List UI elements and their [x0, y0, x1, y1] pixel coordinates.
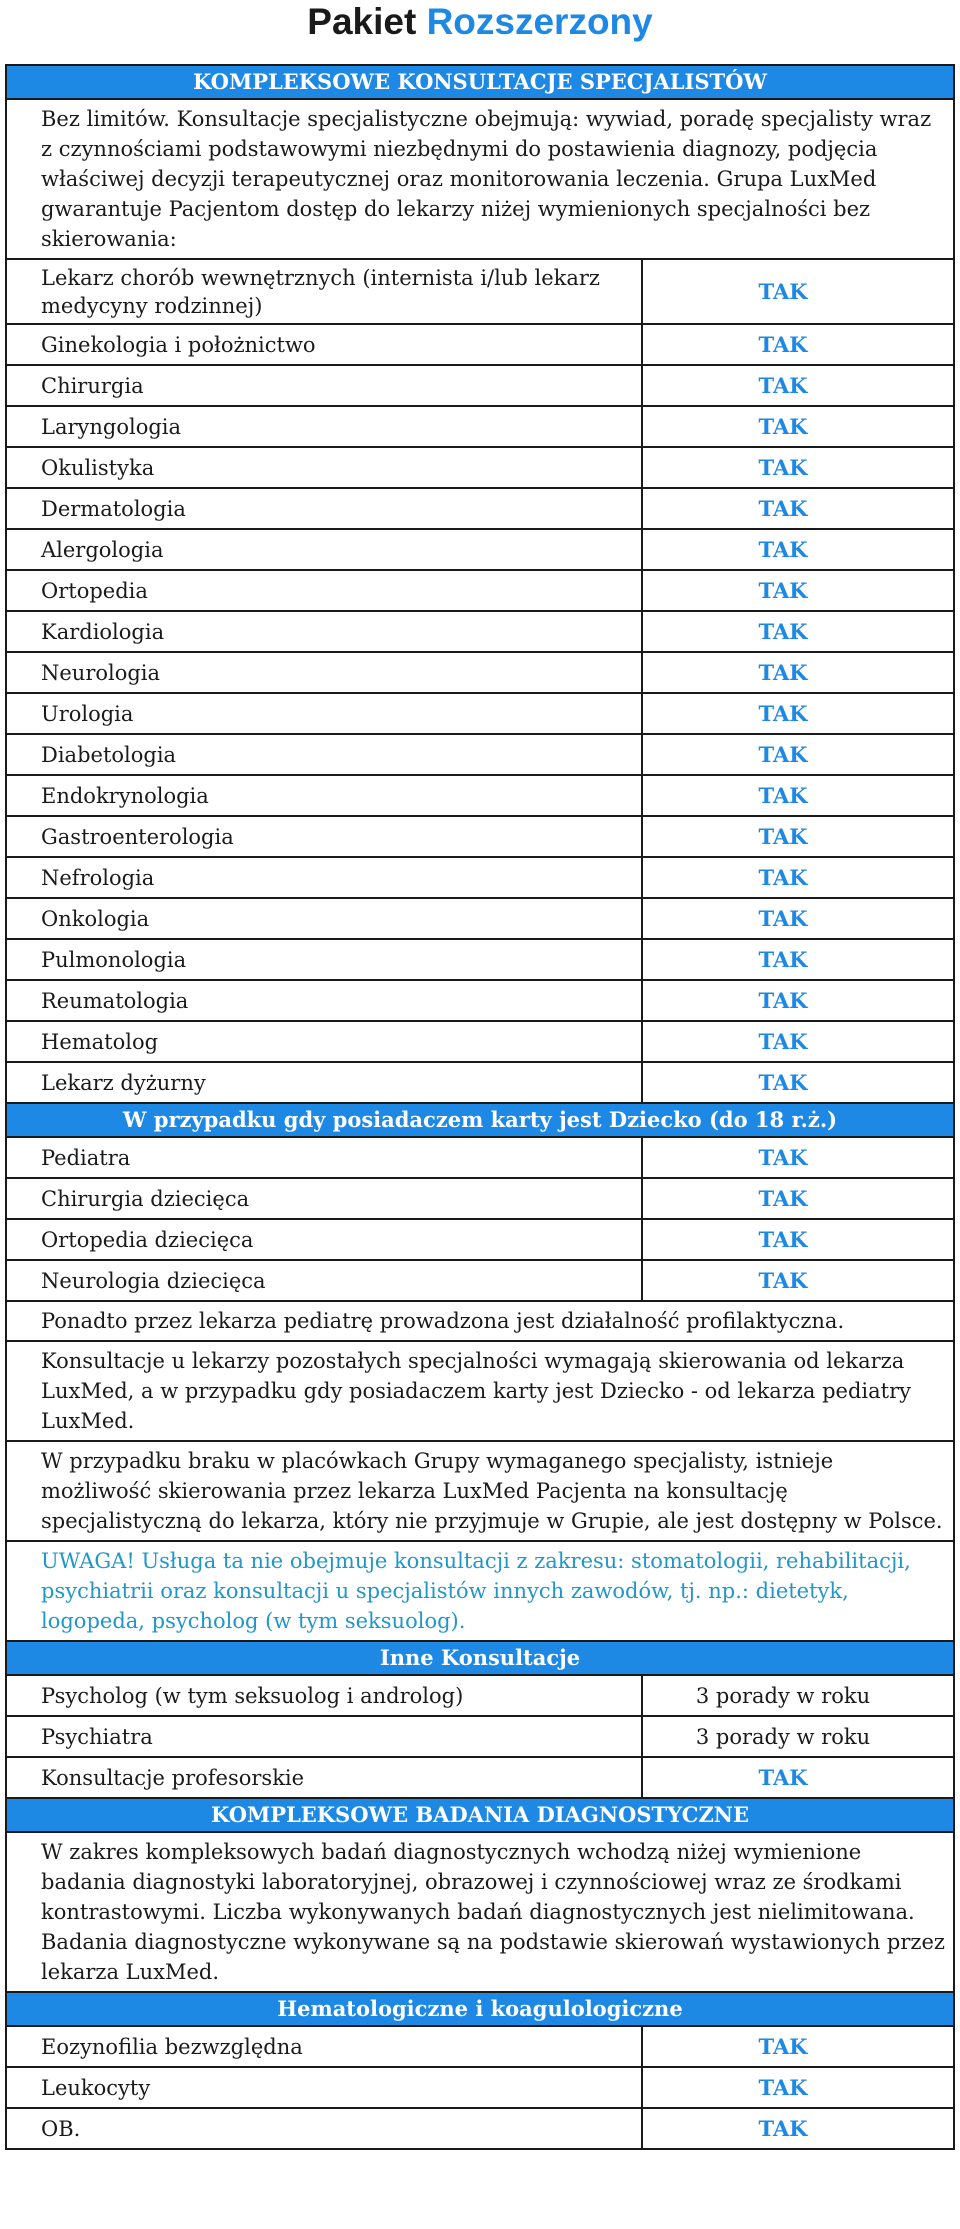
child-specialty-row: [6, 1137, 954, 1178]
specialty-value: TAK: [642, 693, 954, 734]
specialty-row: [6, 652, 954, 693]
hematology-test-label: Eozynofilia bezwzględna: [6, 2026, 642, 2067]
hematology-test-row: [6, 2108, 954, 2149]
hematology-test-label: OB.: [6, 2108, 642, 2149]
other-consultations-header: Inne Konsultacje: [6, 1641, 954, 1675]
child-specialty-value: TAK: [642, 1219, 954, 1260]
title-prefix: Pakiet: [307, 1, 417, 42]
consultations-intro-row: [6, 99, 954, 259]
hematology-header-row: [6, 1992, 954, 2026]
consultations-intro: Bez limitów. Konsultacje specjalistyczne obejmują: wywiad, poradę specjalisty wraz z czynnościami podstawowymi niezbędnymi do postawienia diagnozy, podjęcia właściwej decyzji terapeutycznej oraz monitorowania leczenia. Grupa LuxMed gwarantuje Pacjentom dostęp do lekarzy niżej wymienionych specjalności bez skierowania:: [6, 99, 954, 259]
other-consultation-value: 3 porady w roku: [642, 1675, 954, 1716]
specialty-label: Urologia: [6, 693, 642, 734]
specialty-label: Pulmonologia: [6, 939, 642, 980]
specialty-value: TAK: [642, 939, 954, 980]
other-consultation-row: [6, 1675, 954, 1716]
child-specialty-label: Pediatra: [6, 1137, 642, 1178]
specialty-value: TAK: [642, 857, 954, 898]
specialty-value: TAK: [642, 447, 954, 488]
specialty-row: [6, 570, 954, 611]
children-note-3-row: [6, 1441, 954, 1541]
specialty-row: [6, 1062, 954, 1103]
child-specialty-value: TAK: [642, 1137, 954, 1178]
specialty-row: [6, 693, 954, 734]
children-warning-row: [6, 1541, 954, 1641]
specialty-label: Onkologia: [6, 898, 642, 939]
specialty-value: TAK: [642, 898, 954, 939]
specialty-row: [6, 939, 954, 980]
diagnostics-intro: W zakres kompleksowych badań diagnostycznych wchodzą niżej wymienione badania diagnostyki laboratoryjnej, obrazowej i czynnościowej wraz ze środkami kontrastowymi. Liczba wykonywanych badań diagnostycznych jest nielimitowana. Badania diagnostyczne wykonywane są na podstawie skierowań wystawionych przez lekarza LuxMed.: [6, 1832, 954, 1992]
specialty-label: Kardiologia: [6, 611, 642, 652]
specialty-row: [6, 816, 954, 857]
specialty-label: Endokrynologia: [6, 775, 642, 816]
other-consultation-value: TAK: [642, 1757, 954, 1798]
specialty-row: [6, 447, 954, 488]
children-header: W przypadku gdy posiadaczem karty jest Dziecko (do 18 r.ż.): [6, 1103, 954, 1137]
children-note-1-row: [6, 1301, 954, 1341]
specialty-row: [6, 365, 954, 406]
child-specialty-label: Ortopedia dziecięca: [6, 1219, 642, 1260]
specialty-row: [6, 1021, 954, 1062]
specialty-label: Okulistyka: [6, 447, 642, 488]
specialty-value: TAK: [642, 734, 954, 775]
other-consultation-label: Konsultacje profesorskie: [6, 1757, 642, 1798]
diagnostics-header-row: [6, 1798, 954, 1832]
specialty-label: Alergologia: [6, 529, 642, 570]
hematology-test-value: TAK: [642, 2026, 954, 2067]
consultations-header-row: [6, 65, 954, 99]
other-consultations-header-row: [6, 1641, 954, 1675]
specialty-label: Neurologia: [6, 652, 642, 693]
specialty-value: TAK: [642, 570, 954, 611]
children-header-row: [6, 1103, 954, 1137]
child-specialty-row: [6, 1219, 954, 1260]
specialty-label: Gastroenterologia: [6, 816, 642, 857]
specialty-label: Ginekologia i położnictwo: [6, 324, 642, 365]
other-consultation-label: Psycholog (w tym seksuolog i androlog): [6, 1675, 642, 1716]
specialty-row: [6, 980, 954, 1021]
specialty-value: TAK: [642, 611, 954, 652]
child-specialty-label: Chirurgia dziecięca: [6, 1178, 642, 1219]
children-note-1: Ponadto przez lekarza pediatrę prowadzona jest działalność profilaktyczna.: [6, 1301, 954, 1341]
specialty-value: TAK: [642, 365, 954, 406]
hematology-test-row: [6, 2067, 954, 2108]
specialty-value: TAK: [642, 652, 954, 693]
specialty-row: [6, 857, 954, 898]
specialty-value: TAK: [642, 406, 954, 447]
child-specialty-row: [6, 1178, 954, 1219]
consultations-header: KOMPLEKSOWE KONSULTACJE SPECJALISTÓW: [6, 65, 954, 99]
specialty-label: Chirurgia: [6, 365, 642, 406]
specialty-value: TAK: [642, 816, 954, 857]
specialty-label: Laryngologia: [6, 406, 642, 447]
specialty-row: [6, 406, 954, 447]
specialty-value: TAK: [642, 324, 954, 365]
children-warning: UWAGA! Usługa ta nie obejmuje konsultacji z zakresu: stomatologii, rehabilitacji, psychiatrii oraz konsultacji u specjalistów innych zawodów, tj. np.: dietetyk, logopeda, psycholog (w tym seksuolog).: [6, 1541, 954, 1641]
children-note-3: W przypadku braku w placówkach Grupy wymaganego specjalisty, istnieje możliwość skierowania przez lekarza LuxMed Pacjenta na konsultację specjalistyczną do lekarza, który nie przyjmuje w Grupie, ale jest dostępny w Polsce.: [6, 1441, 954, 1541]
specialty-label: Lekarz chorób wewnętrznych (internista i/lub lekarz medycyny rodzinnej): [6, 259, 642, 324]
child-specialty-row: [6, 1260, 954, 1301]
specialty-row: [6, 324, 954, 365]
specialty-value: TAK: [642, 775, 954, 816]
other-consultation-row: [6, 1757, 954, 1798]
hematology-header: Hematologiczne i koagulologiczne: [6, 1992, 954, 2026]
specialty-row: [6, 775, 954, 816]
specialty-label: Dermatologia: [6, 488, 642, 529]
children-note-2-row: [6, 1341, 954, 1441]
title-accent: Rozszerzony: [426, 1, 653, 42]
specialty-value: TAK: [642, 529, 954, 570]
page-title: [0, 0, 960, 64]
hematology-test-value: TAK: [642, 2067, 954, 2108]
diagnostics-header: KOMPLEKSOWE BADANIA DIAGNOSTYCZNE: [6, 1798, 954, 1832]
specialty-value: TAK: [642, 259, 954, 324]
specialty-value: TAK: [642, 980, 954, 1021]
specialty-row: [6, 734, 954, 775]
hematology-test-label: Leukocyty: [6, 2067, 642, 2108]
specialty-label: Diabetologia: [6, 734, 642, 775]
specialty-value: TAK: [642, 1062, 954, 1103]
child-specialty-value: TAK: [642, 1178, 954, 1219]
specialty-value: TAK: [642, 1021, 954, 1062]
specialty-row: [6, 488, 954, 529]
specialty-label: Nefrologia: [6, 857, 642, 898]
other-consultation-row: [6, 1716, 954, 1757]
specialty-label: Ortopedia: [6, 570, 642, 611]
specialty-row: [6, 259, 954, 324]
child-specialty-value: TAK: [642, 1260, 954, 1301]
hematology-test-row: [6, 2026, 954, 2067]
specialty-label: Hematolog: [6, 1021, 642, 1062]
package-table: [5, 64, 955, 2150]
specialty-row: [6, 898, 954, 939]
child-specialty-label: Neurologia dziecięca: [6, 1260, 642, 1301]
children-note-2: Konsultacje u lekarzy pozostałych specjalności wymagają skierowania od lekarza LuxMed, a w przypadku gdy posiadaczem karty jest Dziecko - od lekarza pediatry LuxMed.: [6, 1341, 954, 1441]
specialty-label: Reumatologia: [6, 980, 642, 1021]
specialty-row: [6, 529, 954, 570]
other-consultation-value: 3 porady w roku: [642, 1716, 954, 1757]
diagnostics-intro-row: [6, 1832, 954, 1992]
other-consultation-label: Psychiatra: [6, 1716, 642, 1757]
hematology-test-value: TAK: [642, 2108, 954, 2149]
specialty-value: TAK: [642, 488, 954, 529]
specialty-label: Lekarz dyżurny: [6, 1062, 642, 1103]
specialty-row: [6, 611, 954, 652]
